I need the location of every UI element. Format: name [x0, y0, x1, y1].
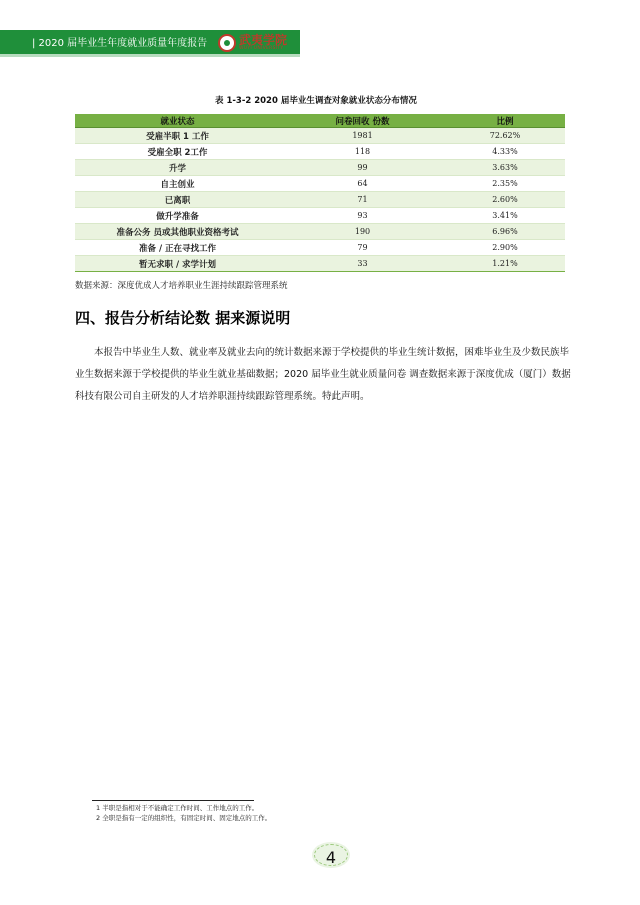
percent-cell: 2.60%: [445, 192, 565, 208]
status-cell: 暂无求职 / 求学计划: [75, 256, 280, 272]
percent-cell: 3.63%: [445, 160, 565, 176]
table-row: [75, 144, 565, 160]
percent-cell: 4.33%: [445, 144, 565, 160]
count-cell: 118: [280, 144, 445, 160]
footnote-1: 1 半职是指相对于不能确定工作时间、工作地点的工作。: [96, 804, 259, 812]
table-row: [75, 208, 565, 224]
table-row: [75, 160, 565, 176]
count-cell: 99: [280, 160, 445, 176]
count-cell: 1981: [280, 128, 445, 144]
percent-cell: 1.21%: [445, 256, 565, 272]
table-caption: 表 1-3-2 2020 届毕业生调查对象就业状态分布情况: [215, 96, 417, 106]
status-cell: 已离职: [75, 192, 280, 208]
report-header-title: | 2020 届毕业生年度就业质量年度报告: [32, 38, 208, 49]
count-cell: 71: [280, 192, 445, 208]
table-row: [75, 224, 565, 240]
university-logo: [218, 31, 298, 55]
table-row: [75, 192, 565, 208]
table-row: [75, 240, 565, 256]
table-header-row: [75, 114, 565, 128]
column-header-percent: 比例: [445, 114, 565, 128]
column-header-count: 问卷回收 份数: [280, 114, 445, 128]
university-emblem-icon: [218, 34, 236, 52]
footnotes: [96, 803, 271, 823]
page-number-badge: [312, 842, 350, 868]
percent-cell: 2.90%: [445, 240, 565, 256]
count-cell: 33: [280, 256, 445, 272]
table-row: [75, 256, 565, 272]
percent-cell: 2.35%: [445, 176, 565, 192]
status-cell: 受雇全职 2工作: [75, 144, 280, 160]
body-paragraph: 本报告中毕业生人数、就业率及就业去向的统计数据来源于学校提供的毕业生统计数据，困难毕业生及少数民族毕业生数据来源于学校提供的毕业生就业基础数据；2020 届毕业生就业质量问卷 调查数据来源于深度优成（厦门）数据科技有限公司自主研发的人才培养职涯持续跟踪管理系统。特此声明。: [75, 347, 571, 402]
footnote-2: 2 全职是指有一定的组织性，有固定时间、固定地点的工作。: [96, 814, 272, 822]
table-row: [75, 128, 565, 144]
count-cell: 64: [280, 176, 445, 192]
status-cell: 做升学准备: [75, 208, 280, 224]
status-cell: 准备公务 员或其他职业资格考试: [75, 224, 280, 240]
percent-cell: 6.96%: [445, 224, 565, 240]
count-cell: 190: [280, 224, 445, 240]
footnote-divider: [92, 800, 254, 801]
status-cell: 受雇半职 1 工作: [75, 128, 280, 144]
logo-english-name: WUYI UNIVERSITY: [239, 46, 284, 52]
status-cell: 升学: [75, 160, 280, 176]
logo-chinese-name: 武夷学院: [239, 33, 288, 48]
status-cell: 自主创业: [75, 176, 280, 192]
employment-status-table: [75, 114, 565, 272]
table-row: [75, 176, 565, 192]
count-cell: 93: [280, 208, 445, 224]
page-number: 4: [325, 847, 337, 867]
status-cell: 准备 / 正在寻找工作: [75, 240, 280, 256]
data-source-note: 数据来源：深度优成人才培养职业生涯持续跟踪管理系统: [75, 281, 288, 291]
percent-cell: 72.62%: [445, 128, 565, 144]
column-header-status: 就业状态: [75, 114, 280, 128]
section-heading: 四、报告分析结论数 据来源说明: [75, 309, 291, 327]
count-cell: 79: [280, 240, 445, 256]
percent-cell: 3.41%: [445, 208, 565, 224]
